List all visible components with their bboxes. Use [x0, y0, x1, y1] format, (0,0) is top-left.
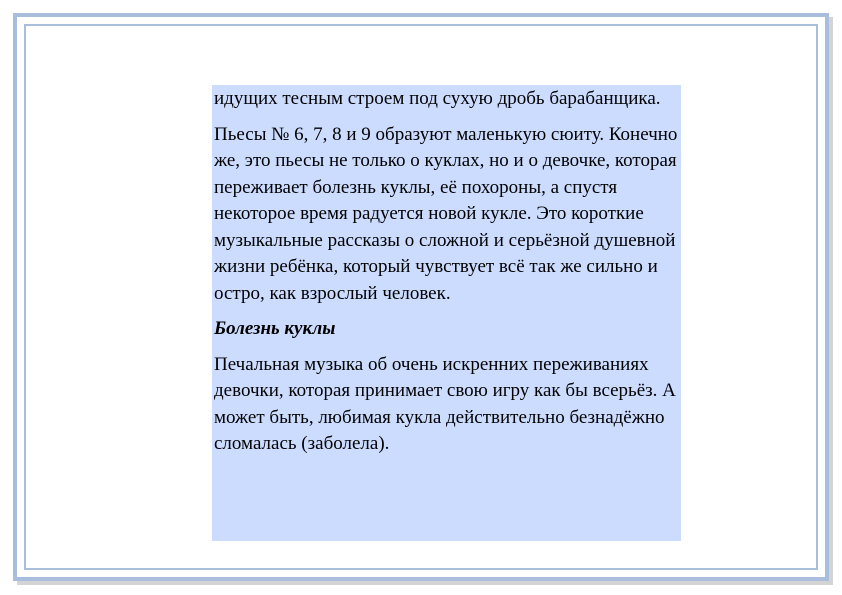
suite-paragraph: Пьесы № 6, 7, 8 и 9 образуют маленькую сюиту. Конечно же, это пьесы не только о куклах, но и о девочке, которая переживает болезнь куклы, её похороны, а спустя некоторое время радуется новой кукле. Это короткие музыкальные рассказы о сложной и серьёзной душевной жизни ребёнка, который чувствует всё так же сильно и остро, как взрослый человек.: [214, 123, 678, 304]
intro-paragraph: идущих тесным строем под сухую дробь барабанщика.: [214, 88, 661, 109]
text-box: [212, 85, 681, 541]
section-paragraph: Печальная музыка об очень искренних переживаниях девочки, которая принимает свою игру как бы всерьёз. А может быть, любимая кукла действительно безнадёжно сломалась (заболела).: [214, 353, 676, 454]
section-heading: Болезнь куклы: [214, 318, 336, 339]
